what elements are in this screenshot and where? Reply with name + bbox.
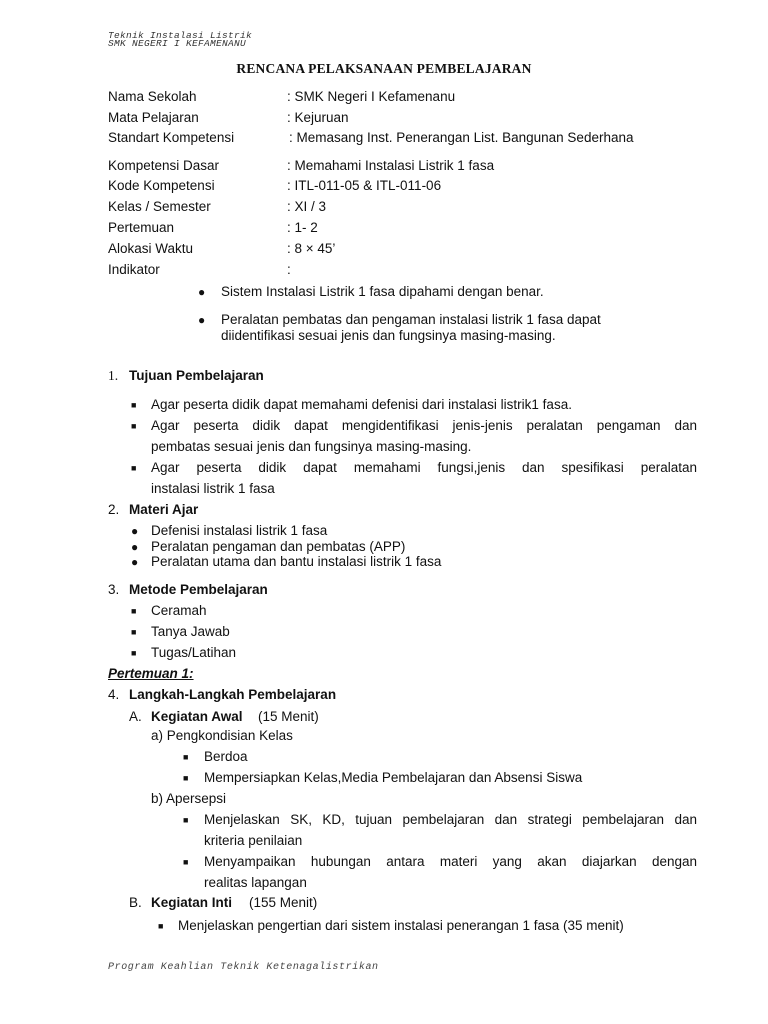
metode-item: Ceramah: [151, 603, 207, 618]
value-standart-kompetensi: : Memasang Inst. Penerangan List. Bangunan Sederhana: [289, 130, 634, 145]
bullet-square-icon: ■: [131, 648, 137, 658]
kegiatan-item-continuation: realitas lapangan: [204, 875, 307, 890]
pertemuan-label: Pertemuan 1:: [108, 666, 194, 681]
label-standart-kompetensi: Standart Kompetensi: [108, 130, 235, 145]
kegiatan-inti-time: (155 Menit): [249, 895, 318, 910]
footer-program: Program Keahlian Teknik Ketenagalistrikan: [108, 962, 379, 973]
bullet-square-icon: ■: [183, 773, 189, 783]
value-kode-kompetensi: : ITL-011-05 & ITL-011-06: [287, 178, 442, 193]
tujuan-item: Agar peserta didik dapat memahami defenisi dari instalasi listrik1 fasa.: [151, 397, 572, 412]
kegiatan-awal-title: Kegiatan Awal: [151, 709, 243, 724]
indikator-item: Peralatan pembatas dan pengaman instalasi listrik 1 fasa dapat: [221, 312, 601, 327]
value-alokasi-waktu: : 8 × 45’: [287, 241, 336, 256]
header-school: SMK NEGERI I KEFAMENANU: [108, 38, 247, 49]
label-kode-kompetensi: Kode Kompetensi: [108, 178, 215, 193]
kegiatan-item: Mempersiapkan Kelas,Media Pembelajaran dan Absensi Siswa: [204, 770, 583, 785]
bullet-square-icon: ■: [183, 857, 189, 867]
bullet-dot-icon: ●: [131, 540, 139, 554]
bullet-square-icon: ■: [158, 921, 164, 931]
bullet-dot-icon: ●: [131, 555, 139, 569]
materi-item: Peralatan pengaman dan pembatas (APP): [151, 539, 406, 554]
label-alokasi-waktu: Alokasi Waktu: [108, 241, 194, 256]
value-kompetensi-dasar: : Memahami Instalasi Listrik 1 fasa: [287, 158, 495, 173]
label-pertemuan: Pertemuan: [108, 220, 175, 235]
label-kompetensi-dasar: Kompetensi Dasar: [108, 158, 220, 173]
kegiatan-inti-title: Kegiatan Inti: [151, 895, 233, 910]
value-mata-pelajaran: : Kejuruan: [287, 110, 349, 125]
metode-item: Tanya Jawab: [151, 624, 230, 639]
bullet-dot-icon: ●: [198, 285, 206, 299]
materi-item: Defenisi instalasi listrik 1 fasa: [151, 523, 328, 538]
indikator-item-continuation: diidentifikasi sesuai jenis dan fungsinya masing-masing.: [221, 328, 556, 343]
tujuan-item-continuation: instalasi listrik 1 fasa: [151, 481, 275, 496]
tujuan-item: Agar peserta didik dapat memahami fungsi,jenis dan spesifikasi peralatan: [151, 460, 697, 475]
bullet-square-icon: ■: [131, 421, 137, 431]
bullet-square-icon: ■: [131, 463, 137, 473]
label-nama-sekolah: Nama Sekolah: [108, 89, 197, 104]
subsection-letter: B.: [129, 895, 142, 910]
bullet-square-icon: ■: [131, 606, 137, 616]
value-indikator: :: [287, 262, 291, 277]
kegiatan-awal-time: (15 Menit): [258, 709, 319, 724]
metode-item: Tugas/Latihan: [151, 645, 237, 660]
label-mata-pelajaran: Mata Pelajaran: [108, 110, 199, 125]
label-indikator: Indikator: [108, 262, 160, 277]
bullet-square-icon: ■: [131, 400, 137, 410]
document-title: RENCANA PELAKSANAAN PEMBELAJARAN: [236, 61, 532, 76]
bullet-square-icon: ■: [131, 627, 137, 637]
value-nama-sekolah: : SMK Negeri I Kefamenanu: [287, 89, 456, 104]
bullet-dot-icon: ●: [198, 313, 206, 327]
indikator-item: Sistem Instalasi Listrik 1 fasa dipahami dengan benar.: [221, 284, 544, 299]
section-heading-tujuan: Tujuan Pembelajaran: [129, 368, 264, 383]
label-kelas-semester: Kelas / Semester: [108, 199, 211, 214]
section-heading-langkah: Langkah-Langkah Pembelajaran: [129, 687, 337, 702]
tujuan-item: Agar peserta didik dapat mengidentifikasi jenis-jenis peralatan pengaman dan: [151, 418, 697, 433]
apersepsi: b) Apersepsi: [151, 791, 227, 806]
section-number: 2.: [108, 502, 120, 517]
section-number: 1.: [108, 368, 119, 383]
section-heading-metode: Metode Pembelajaran: [129, 582, 268, 597]
bullet-square-icon: ■: [183, 815, 189, 825]
section-number: 3.: [108, 582, 120, 597]
kegiatan-item: Berdoa: [204, 749, 248, 764]
materi-item: Peralatan utama dan bantu instalasi listrik 1 fasa: [151, 554, 442, 569]
value-kelas-semester: : XI / 3: [287, 199, 327, 214]
kegiatan-item: Menyampaikan hubungan antara materi yang akan diajarkan dengan: [204, 854, 697, 869]
kegiatan-item-continuation: kriteria penilaian: [204, 833, 303, 848]
section-number: 4.: [108, 687, 120, 702]
section-heading-materi: Materi Ajar: [129, 502, 199, 517]
pengkondisian-kelas: a) Pengkondisian Kelas: [151, 728, 293, 743]
kegiatan-inti-item: Menjelaskan pengertian dari sistem instalasi penerangan 1 fasa (35 menit): [178, 918, 624, 933]
tujuan-item-continuation: pembatas sesuai jenis dan fungsinya masing-masing.: [151, 439, 472, 454]
subsection-letter: A.: [129, 709, 142, 724]
kegiatan-item: Menjelaskan SK, KD, tujuan pembelajaran dan strategi pembelajaran dan: [204, 812, 697, 827]
value-pertemuan: : 1- 2: [287, 220, 318, 235]
bullet-square-icon: ■: [183, 752, 189, 762]
bullet-dot-icon: ●: [131, 524, 139, 538]
header-department: Teknik Instalasi Listrik: [108, 30, 253, 41]
